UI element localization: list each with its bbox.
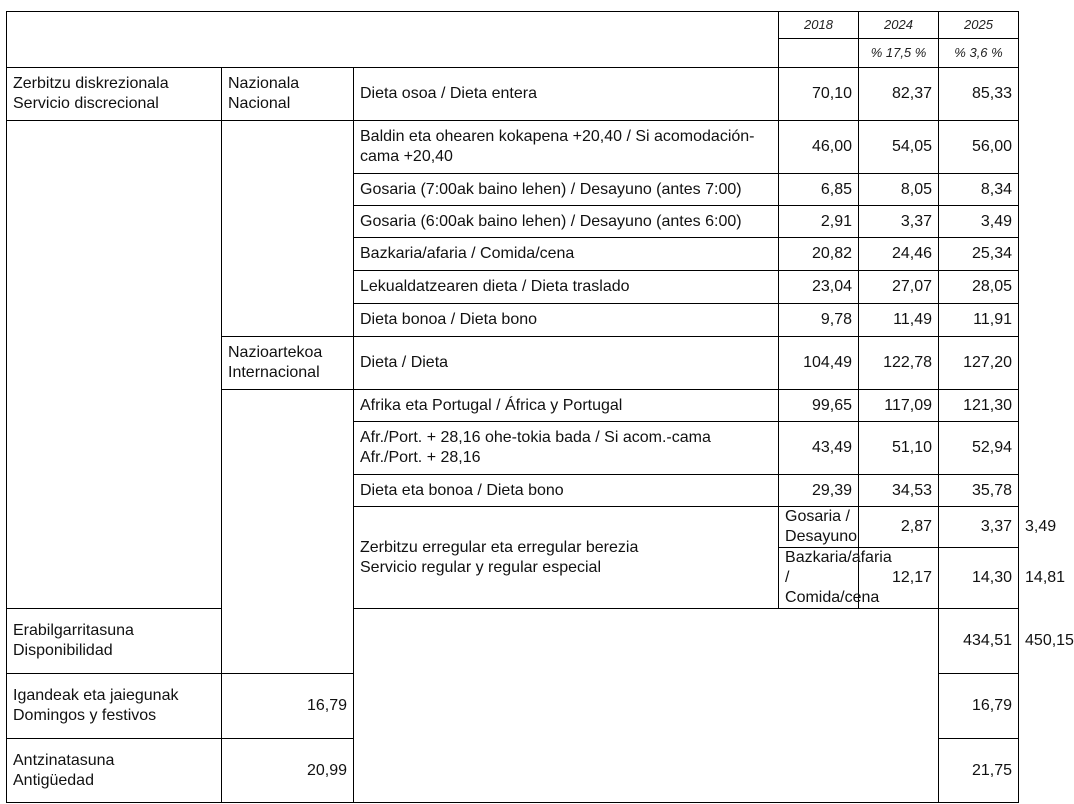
increment-2018-cell	[779, 39, 859, 68]
table-row: Bazkaria/afaria / Comida/cena 12,17 14,30 14,81	[7, 548, 1019, 609]
value-2024: 122,78	[859, 337, 939, 390]
row-label: Gosaria / Desayuno	[779, 507, 859, 548]
row-label: Dieta / Dieta	[354, 337, 779, 390]
value-2025: 28,05	[939, 271, 1019, 304]
header-row-years	[7, 12, 1019, 39]
value-2018: 43,49	[779, 422, 859, 475]
value-2018: 6,85	[779, 174, 859, 206]
value-2025: 127,20	[939, 337, 1019, 390]
value-2024: 3,37	[939, 507, 1019, 548]
blank-group-cell	[7, 121, 222, 609]
value-2025: 8,34	[939, 174, 1019, 206]
value-2018: 9,78	[779, 304, 859, 337]
row-label: Dieta eta bonoa / Dieta bono	[354, 475, 779, 507]
value-2018: 46,00	[779, 121, 859, 174]
value-2024: 8,05	[859, 174, 939, 206]
table-row: Zerbitzu erregular eta erregular berezia Servicio regular y regular especial Gosaria / Desayuno 2,87 3,37 3,49	[7, 507, 1019, 548]
row-label: Gosaria (7:00ak baino lehen) / Desayuno (antes 7:00)	[354, 174, 779, 206]
blank-merged-cell	[354, 609, 939, 803]
table-row	[7, 68, 1019, 121]
table-row: Erabilgarritasuna Disponibilidad 434,51 450,15	[7, 609, 1019, 674]
value-2024: 51,10	[859, 422, 939, 475]
value-2025: 3,49	[939, 206, 1019, 238]
increment-2025-header: % 3,6 %	[939, 39, 1019, 68]
value-2024: 11,49	[859, 304, 939, 337]
value-2025: 21,75	[939, 739, 1019, 803]
value-2024: 27,07	[859, 271, 939, 304]
value-2018: 12,17	[859, 548, 939, 609]
value-2025: 16,79	[939, 674, 1019, 739]
group-international: Nazioartekoa Internacional	[222, 337, 354, 390]
value-2025: 35,78	[939, 475, 1019, 507]
value-2025: 11,91	[939, 304, 1019, 337]
value-2018: 23,04	[779, 271, 859, 304]
row-label: Baldin eta ohearen kokapena +20,40 / Si acomodación-cama +20,40	[354, 121, 779, 174]
blank-subgroup-cell	[222, 390, 354, 674]
value-2025: 25,34	[939, 238, 1019, 271]
group-discretionary: Zerbitzu diskrezionala Servicio discrecional	[7, 68, 222, 121]
value-2025: 52,94	[939, 422, 1019, 475]
table-row	[7, 121, 1019, 174]
row-label: Lekualdatzearen dieta / Dieta traslado	[354, 271, 779, 304]
value-2024: 54,05	[859, 121, 939, 174]
row-label: Dieta osoa / Dieta entera	[354, 68, 779, 121]
group-regular: Zerbitzu erregular eta erregular berezia Servicio regular y regular especial	[354, 507, 779, 609]
header-blank-cell	[7, 12, 779, 68]
value-2024: 20,99	[222, 739, 354, 803]
value-2025: 85,33	[939, 68, 1019, 121]
group-seniority: Antzinatasuna Antigüedad	[7, 739, 222, 803]
value-2018: 99,65	[779, 390, 859, 422]
year-2024-header: 2024	[859, 12, 939, 39]
increment-2024-header: % 17,5 %	[859, 39, 939, 68]
row-label: Bazkaria/afaria / Comida/cena	[779, 548, 859, 609]
value-2025: 121,30	[939, 390, 1019, 422]
value-2024: 117,09	[859, 390, 939, 422]
group-availability: Erabilgarritasuna Disponibilidad	[7, 609, 222, 674]
value-2018: 70,10	[779, 68, 859, 121]
blank-subgroup-cell	[222, 121, 354, 337]
value-2024: 434,51	[939, 609, 1019, 674]
value-2024: 82,37	[859, 68, 939, 121]
value-2024: 16,79	[222, 674, 354, 739]
value-2018: 29,39	[779, 475, 859, 507]
value-2024: 34,53	[859, 475, 939, 507]
value-2018: 20,82	[779, 238, 859, 271]
allowance-table	[6, 11, 1074, 803]
group-sundays: Igandeak eta jaiegunak Domingos y festivos	[7, 674, 222, 739]
value-2025: 56,00	[939, 121, 1019, 174]
row-label: Dieta bonoa / Dieta bono	[354, 304, 779, 337]
value-2024: 14,30	[939, 548, 1019, 609]
year-2018-header: 2018	[779, 12, 859, 39]
row-label: Afr./Port. + 28,16 ohe-tokia bada / Si acom.-cama Afr./Port. + 28,16	[354, 422, 779, 475]
group-national: Nazionala Nacional	[222, 68, 354, 121]
value-2018: 2,91	[779, 206, 859, 238]
row-label: Gosaria (6:00ak baino lehen) / Desayuno (antes 6:00)	[354, 206, 779, 238]
value-2024: 24,46	[859, 238, 939, 271]
row-label: Bazkaria/afaria / Comida/cena	[354, 238, 779, 271]
value-2024: 3,37	[859, 206, 939, 238]
row-label: Afrika eta Portugal / África y Portugal	[354, 390, 779, 422]
value-2018: 104,49	[779, 337, 859, 390]
value-2018: 2,87	[859, 507, 939, 548]
year-2025-header: 2025	[939, 12, 1019, 39]
